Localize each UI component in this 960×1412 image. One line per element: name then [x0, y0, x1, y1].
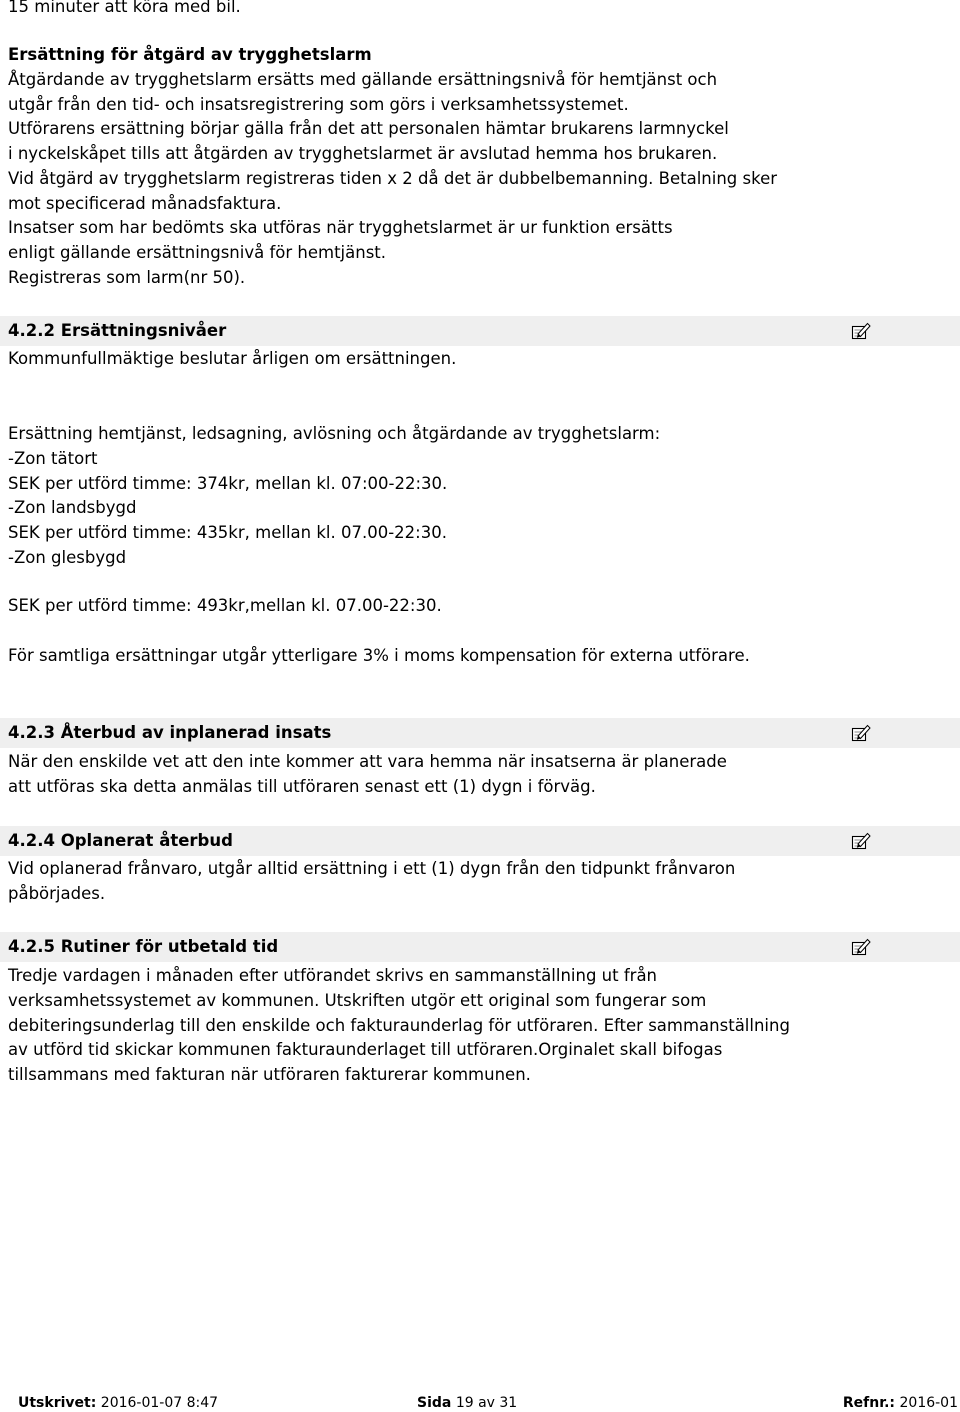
edit-note-icon[interactable]: [851, 938, 871, 957]
section-4-2-2-intro: [8, 347, 456, 372]
section-heading: 4.2.4 Oplanerat återbud: [8, 831, 233, 850]
footer-page-value: 19 av 31: [455, 1395, 518, 1411]
rate-list: [8, 422, 660, 571]
rate-line: SEK per utförd timme: 374kr, mellan kl. 07:00-22:30.: [8, 473, 448, 493]
paragraph-line: Vid oplanerad frånvaro, utgår alltid ersättning i ett (1) dygn från den tidpunkt frånvaron: [8, 859, 736, 878]
section-header-4-2-2: [0, 316, 960, 346]
vat-note: [8, 644, 750, 669]
footer-page-number: [417, 1394, 517, 1412]
footer-page-label: Sida: [417, 1395, 452, 1411]
section-4-2-5-body: [8, 964, 790, 1088]
paragraph-line: Utförarens ersättning börjar gälla från det att personalen hämtar brukarens larmnyckel: [8, 119, 729, 139]
footer-printed-value: 2016-01-07 8:47: [100, 1395, 219, 1411]
paragraph-line: verksamhetssystemet av kommunen. Utskriften utgör ett original som fungerar som: [8, 990, 707, 1010]
section-header-4-2-5: [0, 932, 960, 962]
zone-label: -Zon tätort: [8, 448, 98, 468]
paragraph-line: För samtliga ersättningar utgår ytterligare 3% i moms kompensation för externa utförare.: [8, 646, 750, 665]
footer-printed-date: [18, 1394, 218, 1412]
intro-line: 15 minuter att köra med bil.: [8, 0, 241, 16]
intro-block: [8, 0, 241, 20]
rate-intro-line: Ersättning hemtjänst, ledsagning, avlösning och åtgärdande av trygghetslarm:: [8, 424, 661, 443]
paragraph-line: Kommunfullmäktige beslutar årligen om ersättningen.: [8, 349, 457, 368]
paragraph-line: av utförd tid skickar kommunen fakturaunderlaget till utföraren.Orginalet skall bifogas: [8, 1040, 723, 1060]
footer-ref-value: 2016-01: [899, 1395, 958, 1411]
paragraph-line: Åtgärdande av trygghetslarm ersätts med gällande ersättningsnivå för hemtjänst och: [8, 69, 718, 89]
section-heading: 4.2.2 Ersättningsnivåer: [8, 321, 227, 340]
alarm-compensation-title: Ersättning för åtgärd av trygghetslarm: [8, 45, 372, 64]
footer-printed-label: Utskrivet:: [18, 1395, 97, 1411]
section-header-4-2-4: [0, 826, 960, 856]
edit-note-icon[interactable]: [851, 724, 871, 743]
paragraph-line: mot specificerad månadsfaktura.: [8, 193, 282, 213]
zone-label: -Zon glesbygd: [8, 547, 127, 567]
section-4-2-4-body: [8, 857, 735, 907]
paragraph-line: Tredje vardagen i månaden efter utförandet skrivs en sammanställning ut från: [8, 966, 658, 985]
paragraph-line: tillsammans med fakturan när utföraren fakturerar kommunen.: [8, 1065, 531, 1084]
zone-label: -Zon landsbygd: [8, 498, 137, 518]
paragraph-line: påbörjades.: [8, 883, 106, 903]
footer-ref-label: Refnr.:: [842, 1395, 896, 1411]
footer-reference: [843, 1394, 958, 1412]
paragraph-line: Vid åtgärd av trygghetslarm registreras tiden x 2 då det är dubbelbemanning. Betalning sker: [8, 168, 778, 188]
paragraph-line: debiteringsunderlag till den enskilde och fakturaunderlag för utföraren. Efter sammanställning: [8, 1015, 790, 1035]
paragraph-line: i nyckelskåpet tills att åtgärden av trygghetslarmet är avslutad hemma hos brukaren.: [8, 144, 718, 163]
edit-note-icon[interactable]: [851, 322, 871, 341]
rate-list-continued: [8, 594, 442, 619]
alarm-compensation-block: [8, 43, 777, 291]
section-heading: 4.2.3 Återbud av inplanerad insats: [8, 723, 332, 742]
paragraph-line: Registreras som larm(nr 50).: [8, 267, 246, 287]
edit-note-icon[interactable]: [851, 832, 871, 851]
rate-line: SEK per utförd timme: 493kr,mellan kl. 07.00-22:30.: [8, 596, 442, 615]
paragraph-line: att utföras ska detta anmälas till utföraren senast ett (1) dygn i förväg.: [8, 776, 596, 796]
paragraph-line: enligt gällande ersättningsnivå för hemtjänst.: [8, 243, 387, 262]
paragraph-line: Insatser som har bedömts ska utföras när trygghetslarmet är ur funktion ersätts: [8, 218, 673, 238]
rate-line: SEK per utförd timme: 435kr, mellan kl. 07.00-22:30.: [8, 523, 447, 542]
paragraph-line: När den enskilde vet att den inte kommer att vara hemma när insatserna är planerade: [8, 752, 727, 771]
section-4-2-3-body: [8, 750, 727, 800]
section-header-4-2-3: [0, 718, 960, 748]
paragraph-line: utgår från den tid- och insatsregistrering som görs i verksamhetssystemet.: [8, 94, 629, 114]
section-heading: 4.2.5 Rutiner för utbetald tid: [8, 937, 279, 956]
